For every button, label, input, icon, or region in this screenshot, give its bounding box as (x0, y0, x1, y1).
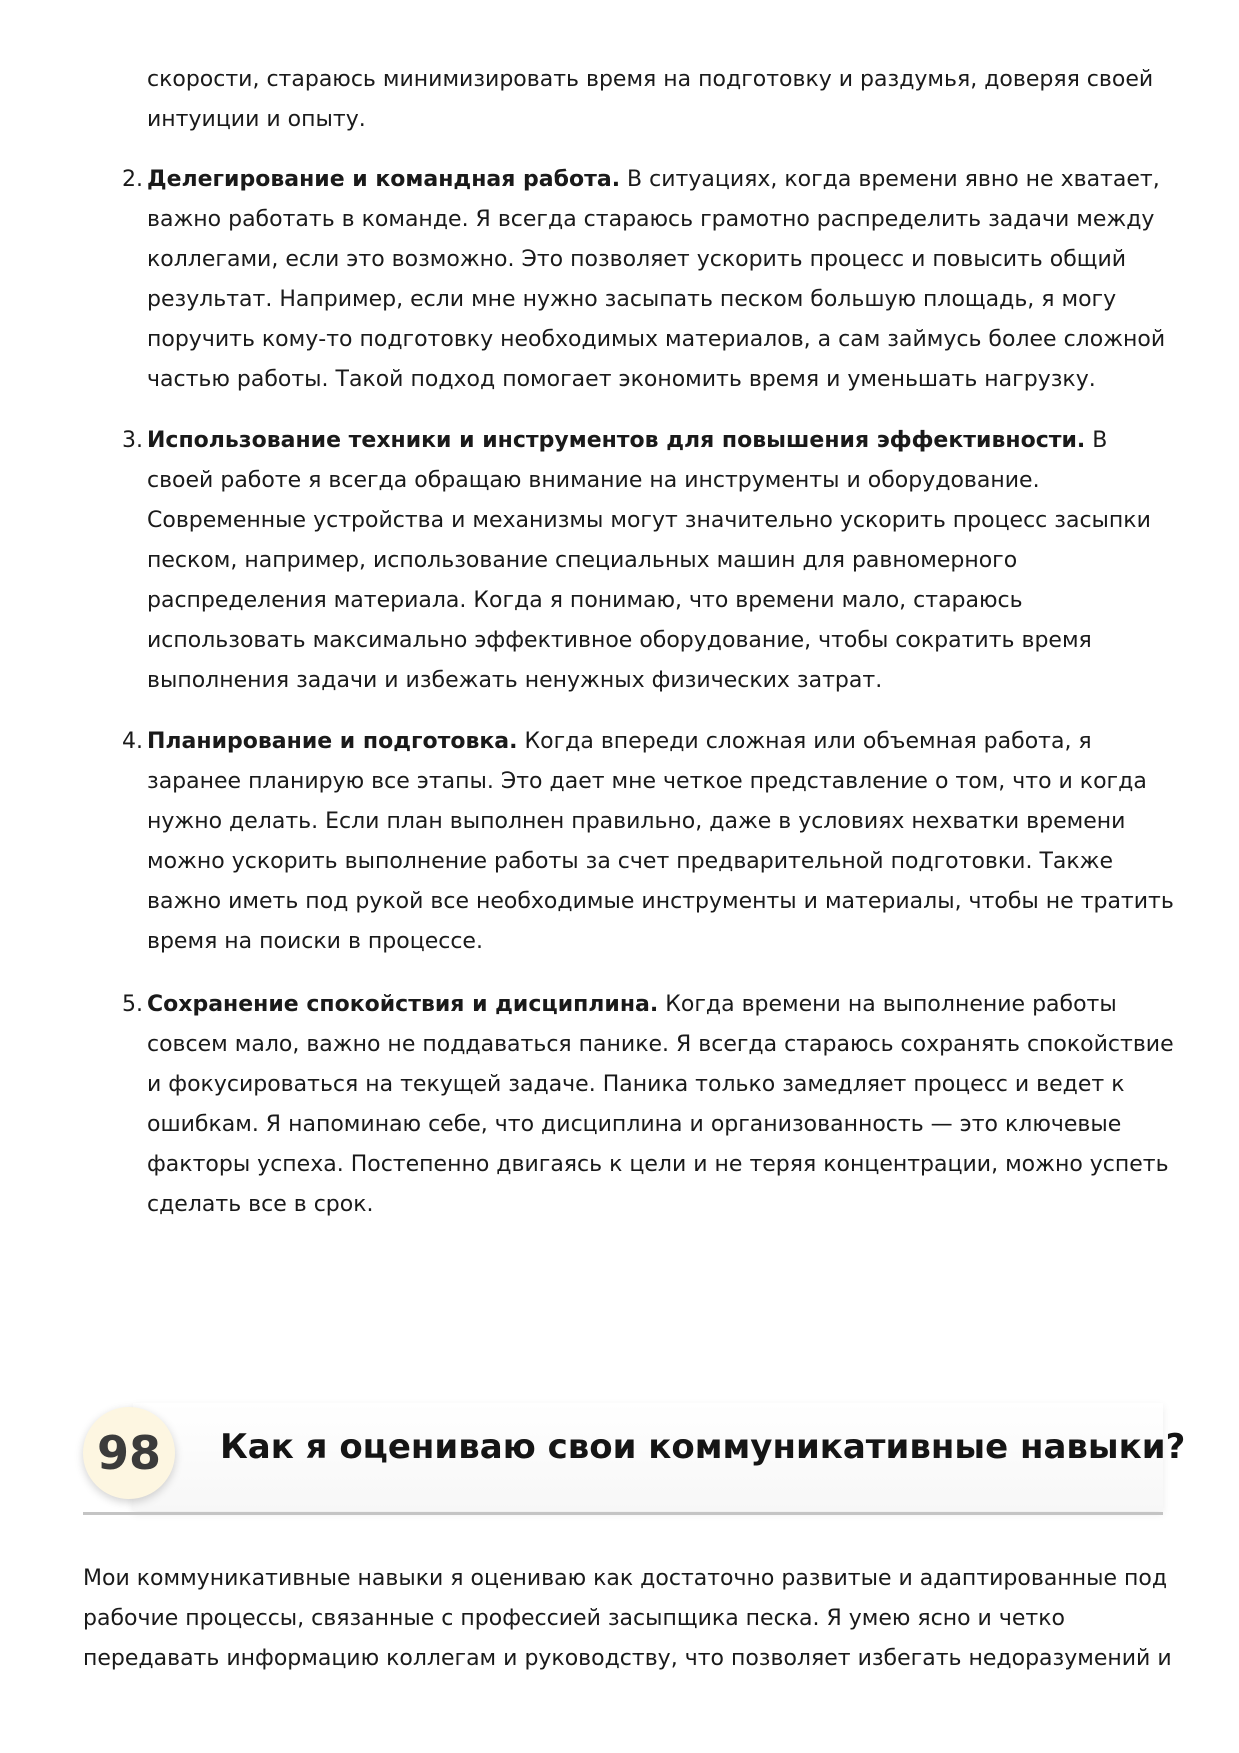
list-item-text: В своей работе я всегда обращаю внимание на инструменты и оборудование. Современные устройства и механизмы могут значительно ускорить процесс засыпки песком, например, использование специальных машин для равномерного распределения материала. Когда я понимаю, что времени мало, стараюсь использовать максимально эффективное оборудование, чтобы сократить время выполнения задачи и избежать ненужных физических затрат. (147, 428, 1151, 693)
list-item-5 (122, 985, 1177, 1225)
question-header (83, 1403, 1186, 1515)
question-title: Как я оцениваю свои коммуникативные навыки? (220, 1427, 1186, 1467)
answer-paragraph: Мои коммуникативные навыки я оцениваю как достаточно развитые и адаптированные под рабочие процессы, связанные с профессией засыпщика песка. Я умею ясно и четко передавать информацию коллегам и руководству, что позволяет избегать недоразумений и (83, 1566, 1172, 1671)
list-item-number: 3. (122, 428, 143, 453)
list-item-title: Планирование и подготовка. (147, 729, 518, 754)
list-item-text: В ситуациях, когда времени явно не хватает, важно работать в команде. Я всегда стараюсь грамотно распределить задачи между коллегами, если это возможно. Это позволяет ускорить процесс и повысить общий результат. Например, если мне нужно засыпать песком большую площадь, я могу поручить кому-то подготовку необходимых материалов, а сам займусь более сложной частью работы. Такой подход помогает экономить время и уменьшать нагрузку. (147, 167, 1166, 392)
list-item-2 (122, 160, 1177, 400)
list-item-number: 4. (122, 729, 143, 754)
list-item-title: Сохранение спокойствия и дисциплина. (147, 992, 659, 1017)
list-item-text: Когда впереди сложная или объемная работа, я заранее планирую все этапы. Это дает мне четкое представление о том, что и когда нужно делать. Если план выполнен правильно, даже в условиях нехватки времени можно ускорить выполнение работы за счет предварительной подготовки. Также важно иметь под рукой все необходимые инструменты и материалы, чтобы не тратить время на поиски в процессе. (147, 729, 1174, 954)
list-item-title: Использование техники и инструментов для повышения эффективности. (147, 428, 1086, 453)
continued-paragraph: скорости, стараюсь минимизировать время на подготовку и раздумья, доверяя своей интуиции и опыту. (147, 67, 1154, 132)
list-item-title: Делегирование и командная работа. (147, 167, 621, 192)
list-item-3 (122, 421, 1177, 701)
list-item-number: 2. (122, 167, 143, 192)
list-item-number: 5. (122, 992, 143, 1017)
list-item-text: Когда времени на выполнение работы совсем мало, важно не поддаваться панике. Я всегда стараюсь сохранять спокойствие и фокусироваться на текущей задаче. Паника только замедляет процесс и ведет к ошибкам. Я напоминаю себе, что дисциплина и организованность — это ключевые факторы успеха. Постепенно двигаясь к цели и не теряя концентрации, можно успеть сделать все в срок. (147, 992, 1174, 1217)
list-item-4 (122, 722, 1177, 962)
question-number-badge: 98 (83, 1407, 175, 1499)
